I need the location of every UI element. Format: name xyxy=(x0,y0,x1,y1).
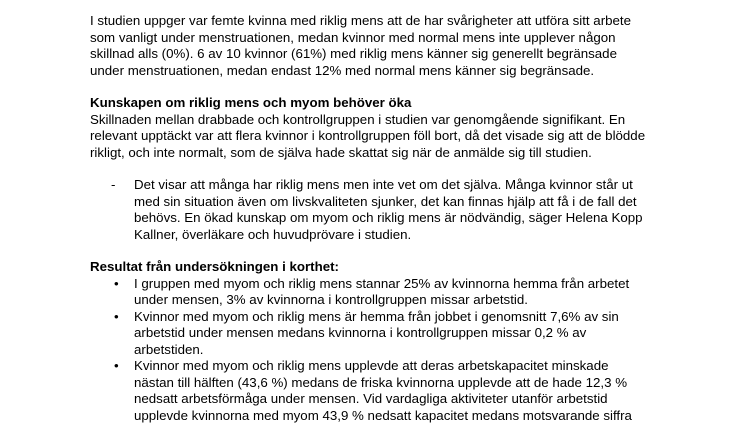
list-item-text: I gruppen med myom och riklig mens stannar 25% av kvinnorna hemma från arbetet under mensen, 3% av kvinnorna i kontrollgruppen missar arbetstid. xyxy=(134,276,629,308)
list-item-text: Kvinnor med myom och riklig mens är hemma från jobbet i genomsnitt 7,6% av sin arbetstid under mensen medans kvinnorna i kontrollgruppen missar 0,2 % av arbetstiden. xyxy=(134,309,619,357)
spacer xyxy=(90,243,650,259)
intro-paragraph: I studien uppger var femte kvinna med riklig mens att de har svårigheter att utföra sitt arbete som vanligt under menstruationen, medan kvinnor med normal mens inte upplever någon skillnad alls (0%). 6 av 10 kvinnor (61%) med riklig mens känner sig generellt begränsade under menstruationen, medan endast 12% med normal mens känner sig begränsade. xyxy=(90,13,650,79)
list-item xyxy=(90,358,650,424)
quote-text: Det visar att många har riklig mens men inte vet om det själva. Många kvinnor står ut med sin situation även om livskvaliteten sjunker, det kan finnas hjälp att få i de fall det behövs. En ökad kunskap om myom och riklig mens är nödvändig, säger Helena Kopp Kallner, överläkare och huvudprövare i studien. xyxy=(134,177,643,242)
section-body-knowledge: Skillnaden mellan drabbade och kontrollgruppen i studien var genomgående signifikant. En relevant upptäckt var att flera kvinnor i kontrollgruppen föll bort, då det visade sig att de blödde rikligt, och inte normalt, som de själva hade skattat sig när de anmälde sig till studien. xyxy=(90,112,650,162)
bullet-marker: • xyxy=(114,358,119,375)
spacer xyxy=(90,79,650,95)
list-item xyxy=(90,309,650,359)
list-item xyxy=(90,276,650,309)
section-heading-knowledge: Kunskapen om riklig mens och myom behöver öka xyxy=(90,95,650,112)
list-item-text: Kvinnor med myom och riklig mens upplevde att deras arbetskapacitet minskade nästan till hälften (43,6 %) medans de friska kvinnorna upplevde att de hade 12,3 % nedsatt arbetsförmåga under mensen. Vid vardagliga aktiviteter utanför arbetstid upplevde kvinnorna med myom 43,9 % nedsatt kapacitet medans motsvarande siffra xyxy=(134,358,632,423)
results-list xyxy=(90,276,650,424)
quote-list xyxy=(90,177,650,243)
dash-marker: - xyxy=(111,177,115,194)
spacer xyxy=(90,161,650,177)
bullet-marker: • xyxy=(114,276,119,293)
section-heading-results: Resultat från undersökningen i korthet: xyxy=(90,259,650,276)
document-page xyxy=(90,13,650,424)
quote-item xyxy=(90,177,650,243)
bullet-marker: • xyxy=(114,309,119,326)
